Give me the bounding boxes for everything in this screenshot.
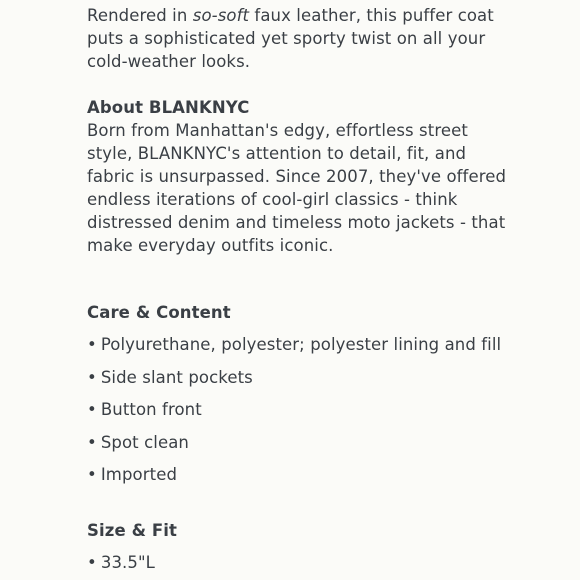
list-item xyxy=(87,431,501,464)
list-item xyxy=(87,398,501,431)
bullet-icon: • xyxy=(87,553,97,572)
product-description xyxy=(87,4,507,73)
about-heading: About BLANKNYC xyxy=(87,98,250,117)
description-intro-end: faux leather, this puffer coat puts a sophisticated yet sporty twist on all your cold-weather looks. xyxy=(87,6,494,71)
list-item xyxy=(87,366,501,399)
bullet-icon: • xyxy=(87,400,97,419)
about-body: Born from Manhattan's edgy, effortless street style, BLANKNYC's attention to detail, fit, and fabric is unsurpassed. Since 2007, they've offered endless iterations of cool-girl classics - think distressed denim and timeless moto jackets - that make everyday outfits iconic. xyxy=(87,121,507,255)
size-fit-heading: Size & Fit xyxy=(87,521,178,540)
list-item-text: Button front xyxy=(100,400,202,419)
list-item-text: Polyurethane, polyester; polyester lining and fill xyxy=(100,335,502,354)
list-item xyxy=(87,551,155,580)
list-item-text: Spot clean xyxy=(100,432,189,452)
list-item-text: Imported xyxy=(100,465,178,484)
list-item-text: 33.5"L xyxy=(100,553,155,572)
list-item xyxy=(87,463,501,496)
bullet-icon: • xyxy=(87,367,97,387)
description-intro-start: Rendered in xyxy=(87,6,193,25)
bullet-icon: • xyxy=(87,335,97,354)
bullet-icon: • xyxy=(87,432,97,452)
care-content-list xyxy=(87,333,501,496)
size-fit-list xyxy=(87,551,155,580)
care-content-heading: Care & Content xyxy=(87,303,231,322)
list-item-text: Side slant pockets xyxy=(100,367,253,387)
list-item xyxy=(87,333,501,366)
description-emphasis: so-soft xyxy=(192,6,250,25)
bullet-icon: • xyxy=(87,465,97,484)
